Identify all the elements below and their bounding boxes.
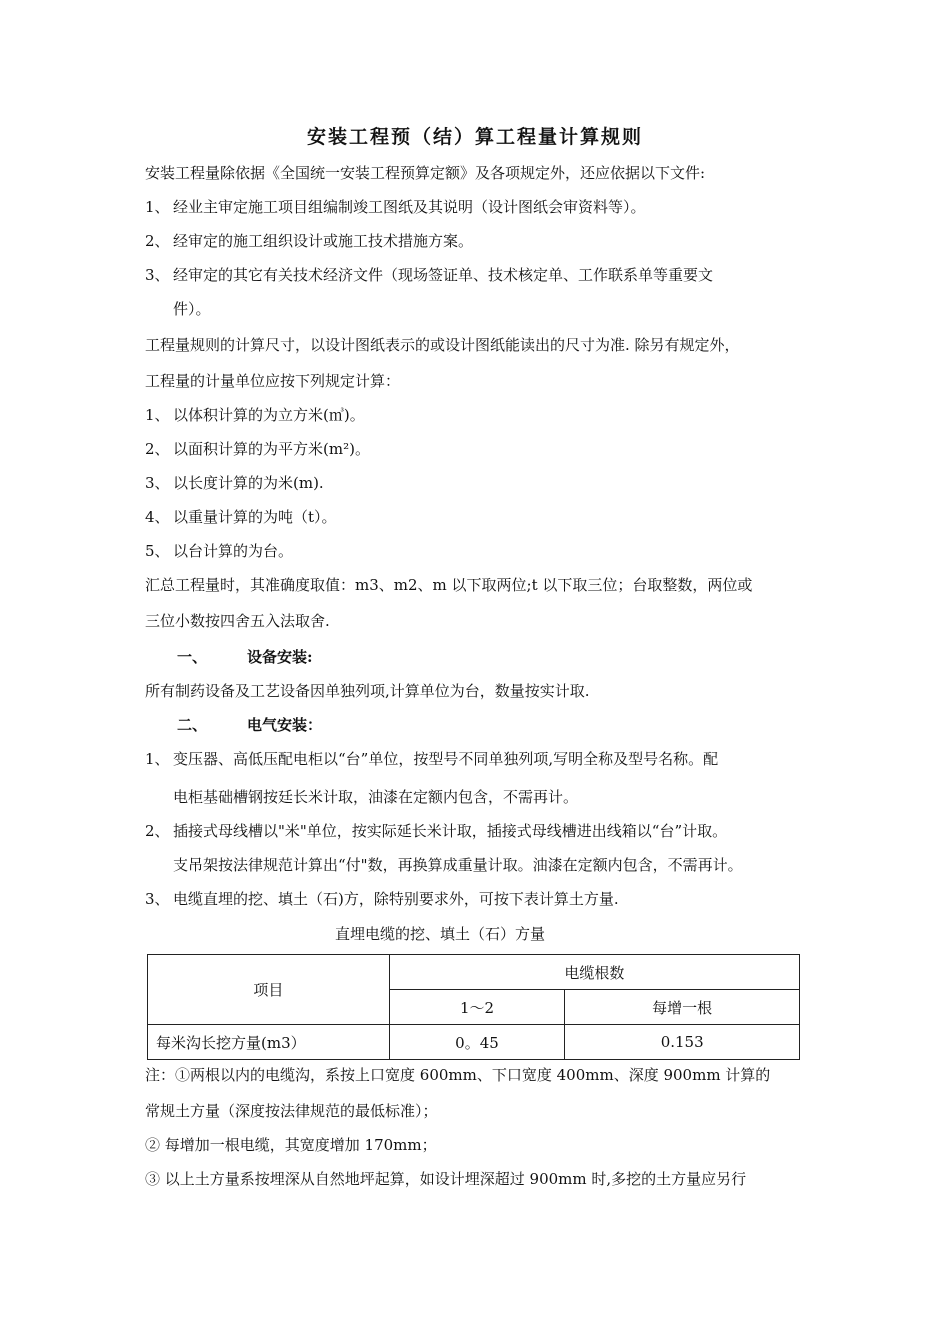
row-label: 每米沟长挖方量(m3）	[148, 1025, 390, 1060]
paragraph-line: 工程量规则的计算尺寸，以设计图纸表示的或设计图纸能读出的尺寸为准. 除另有规定外，	[145, 336, 740, 354]
list-item	[145, 889, 619, 909]
list-text: 以长度计算的为米(m).	[173, 474, 324, 492]
list-item	[145, 821, 727, 841]
list-number: 1、	[145, 198, 170, 216]
list-number: 1、	[145, 750, 170, 768]
list-item-continuation: 件）。	[173, 300, 211, 318]
cell-one-to-two: 0。45	[389, 1025, 565, 1060]
list-text: 经审定的施工组织设计或施工技术措施方案。	[173, 232, 474, 250]
list-number: 3、	[145, 474, 170, 492]
list-number: 3、	[145, 890, 170, 908]
list-text: 以体积计算的为立方米(㎥)。	[173, 406, 365, 424]
section-title: 设备安装:	[247, 648, 313, 666]
section-heading	[177, 647, 313, 667]
intro-text: 安装工程量除依据《全国统一安装工程预算定额》及各项规定外，还应依据以下文件:	[145, 164, 706, 182]
list-item	[145, 507, 337, 527]
list-item	[145, 749, 718, 769]
paragraph-line: 汇总工程量时，其准确度取值：m3、m2、m 以下取两位;t 以下取三位；台取整数，两位或	[145, 576, 753, 594]
list-number: 3、	[145, 266, 170, 284]
list-text: 以面积计算的为平方米(m²)。	[173, 440, 370, 458]
list-text: 经业主审定施工项目组编制竣工图纸及其说明（设计图纸会审资料等）。	[173, 198, 646, 216]
list-number: 1、	[145, 406, 170, 424]
list-text: 以重量计算的为吨（t）。	[173, 508, 337, 526]
note-line: 注：①两根以内的电缆沟，系按上口宽度 600mm、下口宽度 400mm、深度 900mm 计算的	[145, 1066, 771, 1084]
list-item-continuation: 电柜基础槽钢按廷长米计取，油漆在定额内包含，不需再计。	[173, 788, 579, 806]
list-item	[145, 541, 293, 561]
list-item-continuation: 支吊架按法律规范计算出“付"数，再换算成重量计取。油漆在定额内包含，不需再计。	[173, 856, 743, 874]
note-line: ③ 以上土方量系按埋深从自然地坪起算，如设计埋深超过 900mm 时,多挖的土方量应另行	[145, 1170, 747, 1188]
paragraph-line: 所有制药设备及工艺设备因单独列项,计算单位为台，数量按实计取.	[145, 682, 590, 700]
list-item	[145, 197, 646, 217]
list-text: 变压器、高低压配电柜以“台”单位，按型号不同单独列项,写明全称及型号名称。配	[173, 750, 719, 768]
list-item	[145, 405, 365, 425]
section-number: 二、	[177, 716, 208, 734]
table-caption: 直埋电缆的挖、填土（石）方量	[334, 925, 545, 943]
list-text: 插接式母线槽以"米"单位，按实际延长米计取，插接式母线槽进出线箱以“台”计取。	[173, 822, 728, 840]
header-cable-count: 电缆根数	[389, 955, 799, 990]
list-item	[145, 439, 370, 459]
list-number: 2、	[145, 440, 170, 458]
table-row	[148, 1025, 800, 1060]
paragraph-line: 工程量的计量单位应按下列规定计算：	[145, 372, 401, 390]
header-item: 项目	[148, 955, 390, 1025]
list-number: 4、	[145, 508, 170, 526]
list-text: 以台计算的为台。	[173, 542, 294, 560]
section-heading	[177, 715, 322, 735]
section-title: 电气安装：	[247, 716, 323, 734]
list-number: 2、	[145, 822, 170, 840]
list-number: 2、	[145, 232, 170, 250]
document-title: 安装工程预（结）算工程量计算规则	[306, 126, 643, 148]
table-header-row	[148, 955, 800, 990]
list-item	[145, 231, 473, 251]
header-one-to-two: 1～2	[389, 990, 565, 1025]
cell-each-additional: 0.153	[565, 1025, 800, 1060]
section-number: 一、	[177, 648, 208, 666]
header-each-additional: 每增一根	[565, 990, 800, 1025]
list-number: 5、	[145, 542, 170, 560]
list-item	[145, 265, 713, 285]
list-text: 经审定的其它有关技术经济文件（现场签证单、技术核定单、工作联系单等重要文	[173, 266, 714, 284]
note-line: ② 每增加一根电缆，其宽度增加 170mm；	[145, 1136, 437, 1154]
cable-earthwork-table	[147, 954, 800, 1060]
list-text: 电缆直埋的挖、填土（石)方，除特别要求外，可按下表计算土方量.	[173, 890, 619, 908]
paragraph-line: 三位小数按四舍五入法取舍.	[145, 612, 330, 630]
list-item	[145, 473, 324, 493]
note-line: 常规土方量（深度按法律规范的最低标准）；	[145, 1102, 438, 1120]
